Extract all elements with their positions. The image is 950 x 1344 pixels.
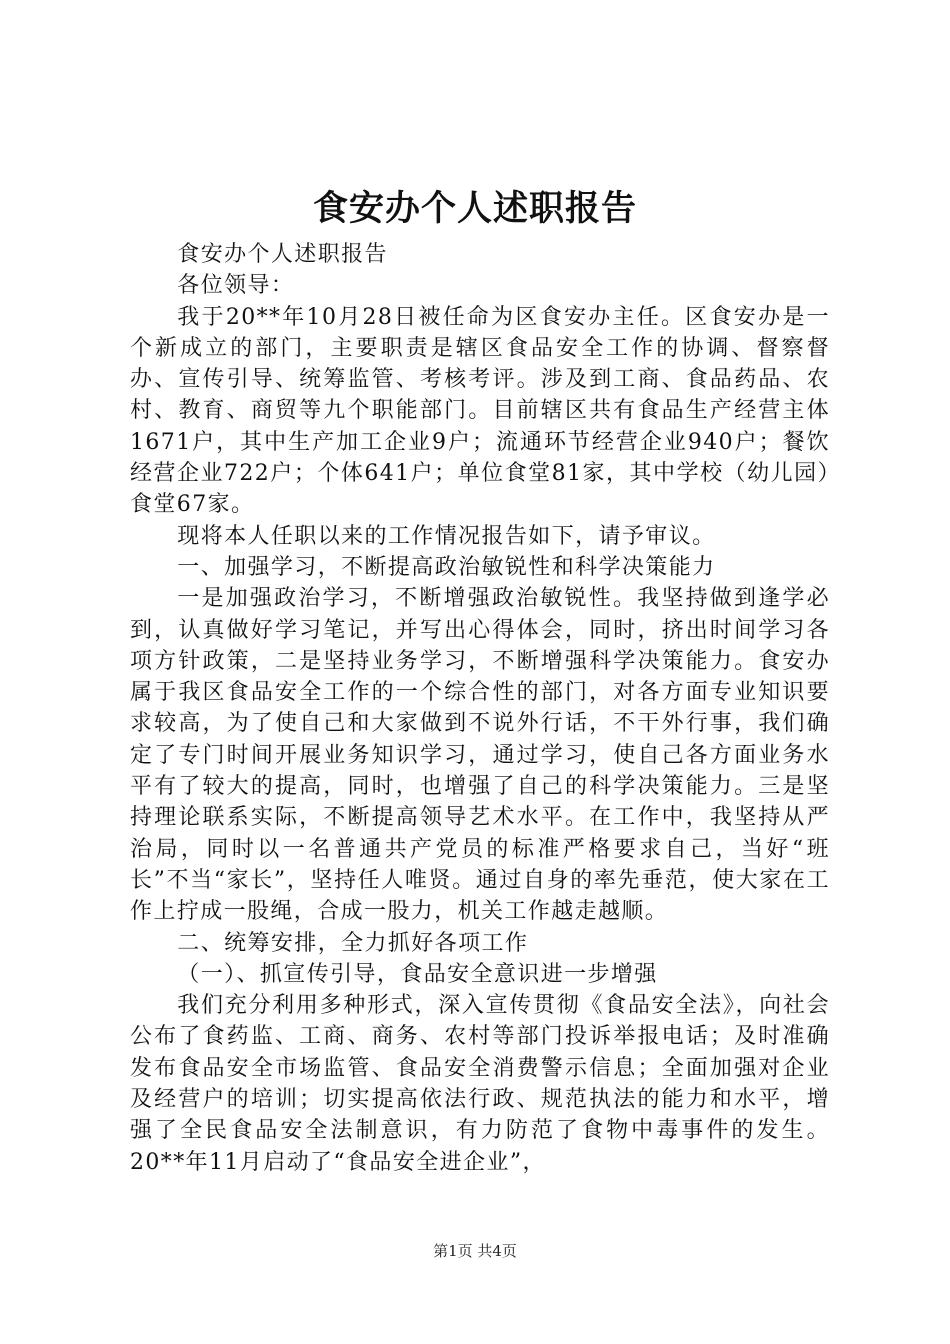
section-heading-2: 二、统筹安排，全力抓好各项工作 (177, 930, 529, 956)
body-paragraph-publicity: 我们充分利用多种形式，深入宣传贯彻《食品安全法》，向社会公布了食药监、工商、商务、农村等部门投诉举报电话；及时准确发布食品安全市场监管、食品安全消费警示信息；全面加强对企业及经营户的培训；切实提高依法行政、规范执法的能力和水平，增强了全民食品安全法制意识，有力防范了食物中毒事件的发生。20**年11月启动了“食品安全进企业”， (130, 993, 830, 1175)
document-body (130, 239, 830, 1178)
subsection-heading-1: （一）、抓宣传引导，食品安全意识进一步增强 (177, 961, 658, 987)
page-number-footer: 第1页 共4页 (433, 1242, 517, 1260)
body-paragraph-subtitle: 食安办个人述职报告 (177, 242, 388, 267)
body-paragraph-salutation: 各位领导： (177, 273, 295, 299)
body-paragraph-study: 一是加强政治学习，不断增强政治敏锐性。我坚持做到逢学必到，认真做好学习笔记，并写出心得体会，同时，挤出时间学习各项方针政策，二是坚持业务学习，不断增强科学决策能力。食安办属于我区食品安全工作的一个综合性的部门，对各方面专业知识要求较高，为了使自己和大家做到不说外行话，不干外行事，我们确定了专门时间开展业务知识学习，通过学习，使自己各方面业务水平有了较大的提高，同时，也增强了自己的科学决策能力。三是坚持理论联系实际，不断提高领导艺术水平。在工作中，我坚持从严治局，同时以一名普通共产党员的标准严格要求自己，当好“班长”不当“家长”，坚持任人唯贤。通过自身的率先垂范，使大家在工作上拧成一股绳，合成一股力，机关工作越走越顺。 (130, 586, 830, 925)
body-paragraph-report-lead: 现将本人任职以来的工作情况报告如下，请予审议。 (177, 523, 716, 549)
document-title: 食安办个人述职报告 (312, 188, 637, 229)
section-heading-1: 一、加强学习，不断提高政治敏锐性和科学决策能力 (177, 554, 716, 580)
body-paragraph-intro: 我于20**年10月28日被任命为区食安办主任。区食安办是一个新成立的部门，主要职责是辖区食品安全工作的协调、督察督办、宣传引导、统筹监管、考核考评。涉及到工商、食品药品、农村、教育、商贸等九个职能部门。目前辖区共有食品生产经营主体1671户，其中生产加工企业9户；流通环节经营企业940户；餐饮经营企业722户；个体641户；单位食堂81家，其中学校（幼儿园）食堂67家。 (130, 304, 830, 518)
